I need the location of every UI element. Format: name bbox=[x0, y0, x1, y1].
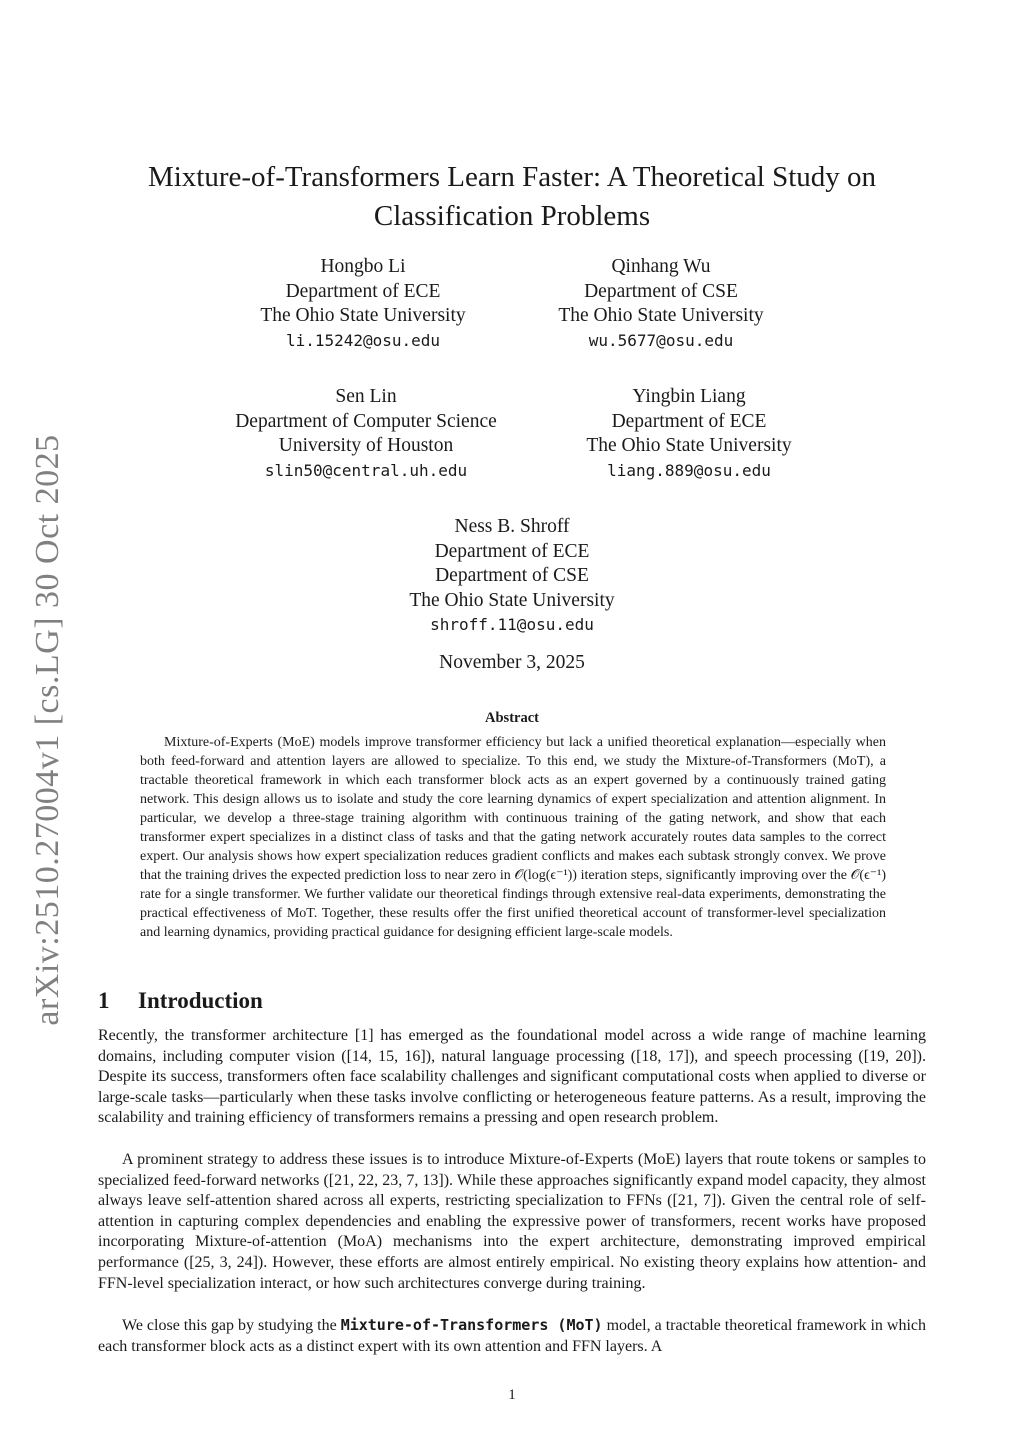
author-email: wu.5677@osu.edu bbox=[588, 330, 734, 350]
section-title: Introduction bbox=[138, 988, 263, 1013]
intro-paragraph-1: Recently, the transformer architecture [1] has emerged as the foundational model across a wide range of machine learning domains, including computer vision ([14, 15, 16]), natural language processing ([18, 17]), and speech processing ([19, 20]). Despite its success, transformers often face scalability challenges and significant computational costs when applied to diverse or large-scale tasks—particularly when these tasks involve conflicting or heterogeneous feature patterns. As a result, improving the scalability and training efficiency of transformers remains a pressing and open research problem. bbox=[98, 1027, 926, 1127]
author-affiliation: The Ohio State University bbox=[409, 589, 615, 611]
author-email: slin50@central.uh.edu bbox=[264, 460, 468, 480]
author-name: Yingbin Liang bbox=[632, 386, 746, 407]
author-email: li.15242@osu.edu bbox=[285, 330, 441, 350]
paragraph-text: model, a tractable theoretical framework in which each transformer block acts as a distinct expert with its own attention and FFN layers. A bbox=[98, 1317, 927, 1355]
author-department: Department of ECE bbox=[611, 410, 767, 432]
author-department: Department of CSE bbox=[584, 280, 738, 302]
author-email: liang.889@osu.edu bbox=[607, 460, 771, 480]
author-name: Ness B. Shroff bbox=[454, 516, 570, 537]
model-name-bold: Mixture-of-Transformers (MoT) bbox=[340, 1316, 603, 1334]
arxiv-identifier: arXiv:2510.27004v1 [cs.LG] 30 Oct 2025 bbox=[29, 434, 66, 1026]
author-department: Department of Computer Science bbox=[235, 410, 497, 432]
abstract-text: Mixture-of-Experts (MoE) models improve transformer efficiency but lack a unified theoretical explanation—especially when both feed-forward and attention layers are allowed to specialize. To this end, we study the Mixture-of-Transformers (MoT), a tractable theoretical framework in which each transformer block acts as an expert governed by a continuously trained gating network. This design allows us to isolate and study the core learning dynamics of expert specialization and attention alignment. In particular, we develop a three-stage training algorithm with continuous training of the gating network, and show that each transformer expert specializes in a distinct class of tasks and that the gating network accurately routes data samples to the correct expert. Our analysis shows how expert specialization reduces gradient conflicts and makes each subtask strongly convex. We prove that the training drives the expected prediction loss to near zero in 𝒪(log(ϵ⁻¹)) iteration steps, significantly improving over the 𝒪(ϵ⁻¹) rate for a single transformer. We further validate our theoretical findings through extensive real-data experiments, demonstrating the practical effectiveness of MoT. Together, these results offer the first unified theoretical account of transformer-level specialization and learning dynamics, providing practical guidance for designing efficient large-scale models. bbox=[140, 735, 886, 940]
author-affiliation: The Ohio State University bbox=[260, 305, 466, 326]
author-block-3 bbox=[186, 385, 546, 483]
abstract-heading: Abstract bbox=[485, 710, 539, 726]
author-department-2: Department of CSE bbox=[435, 565, 589, 586]
section-number: 1 bbox=[98, 988, 110, 1013]
page-number: 1 bbox=[508, 1387, 516, 1403]
author-block-4 bbox=[509, 385, 869, 483]
author-affiliation: The Ohio State University bbox=[586, 435, 792, 456]
author-affiliation: University of Houston bbox=[278, 435, 454, 456]
author-name: Hongbo Li bbox=[320, 256, 406, 277]
author-email: shroff.11@osu.edu bbox=[430, 615, 594, 634]
author-affiliation: The Ohio State University bbox=[558, 305, 764, 326]
intro-paragraph-2: A prominent strategy to address these issues is to introduce Mixture-of-Experts (MoE) layers that route tokens or samples to specialized feed-forward networks ([21, 22, 23, 7, 13]). While these approaches significantly expand model capacity, they almost always leave self-attention shared across all experts, restricting specialization to FFNs ([21, 7]). Given the central role of self-attention in capturing complex dependencies and enabling the expressive power of transformers, recent works have proposed incorporating Mixture-of-attention (MoA) mechanisms into the expert architecture, demonstrating improved empirical performance ([25, 3, 24]). However, these efforts are almost entirely empirical. No existing theory explains how attention- and FFN-level specialization interact, or how such architectures converge during training. bbox=[98, 1151, 926, 1292]
author-block-2 bbox=[481, 255, 841, 353]
paper-date: November 3, 2025 bbox=[439, 652, 585, 673]
intro-paragraph-3 bbox=[98, 1315, 926, 1357]
paragraph-text: We close this gap by studying the bbox=[122, 1317, 341, 1334]
author-department: Department of ECE bbox=[285, 280, 441, 302]
section-heading bbox=[98, 988, 263, 1014]
author-block-5 bbox=[332, 515, 692, 638]
author-department: Department of ECE bbox=[434, 540, 590, 562]
author-name: Qinhang Wu bbox=[611, 256, 711, 277]
paper-title: Mixture-of-Transformers Learn Faster: A Theoretical Study on Classification Problems bbox=[147, 161, 877, 232]
author-name: Sen Lin bbox=[335, 386, 397, 407]
